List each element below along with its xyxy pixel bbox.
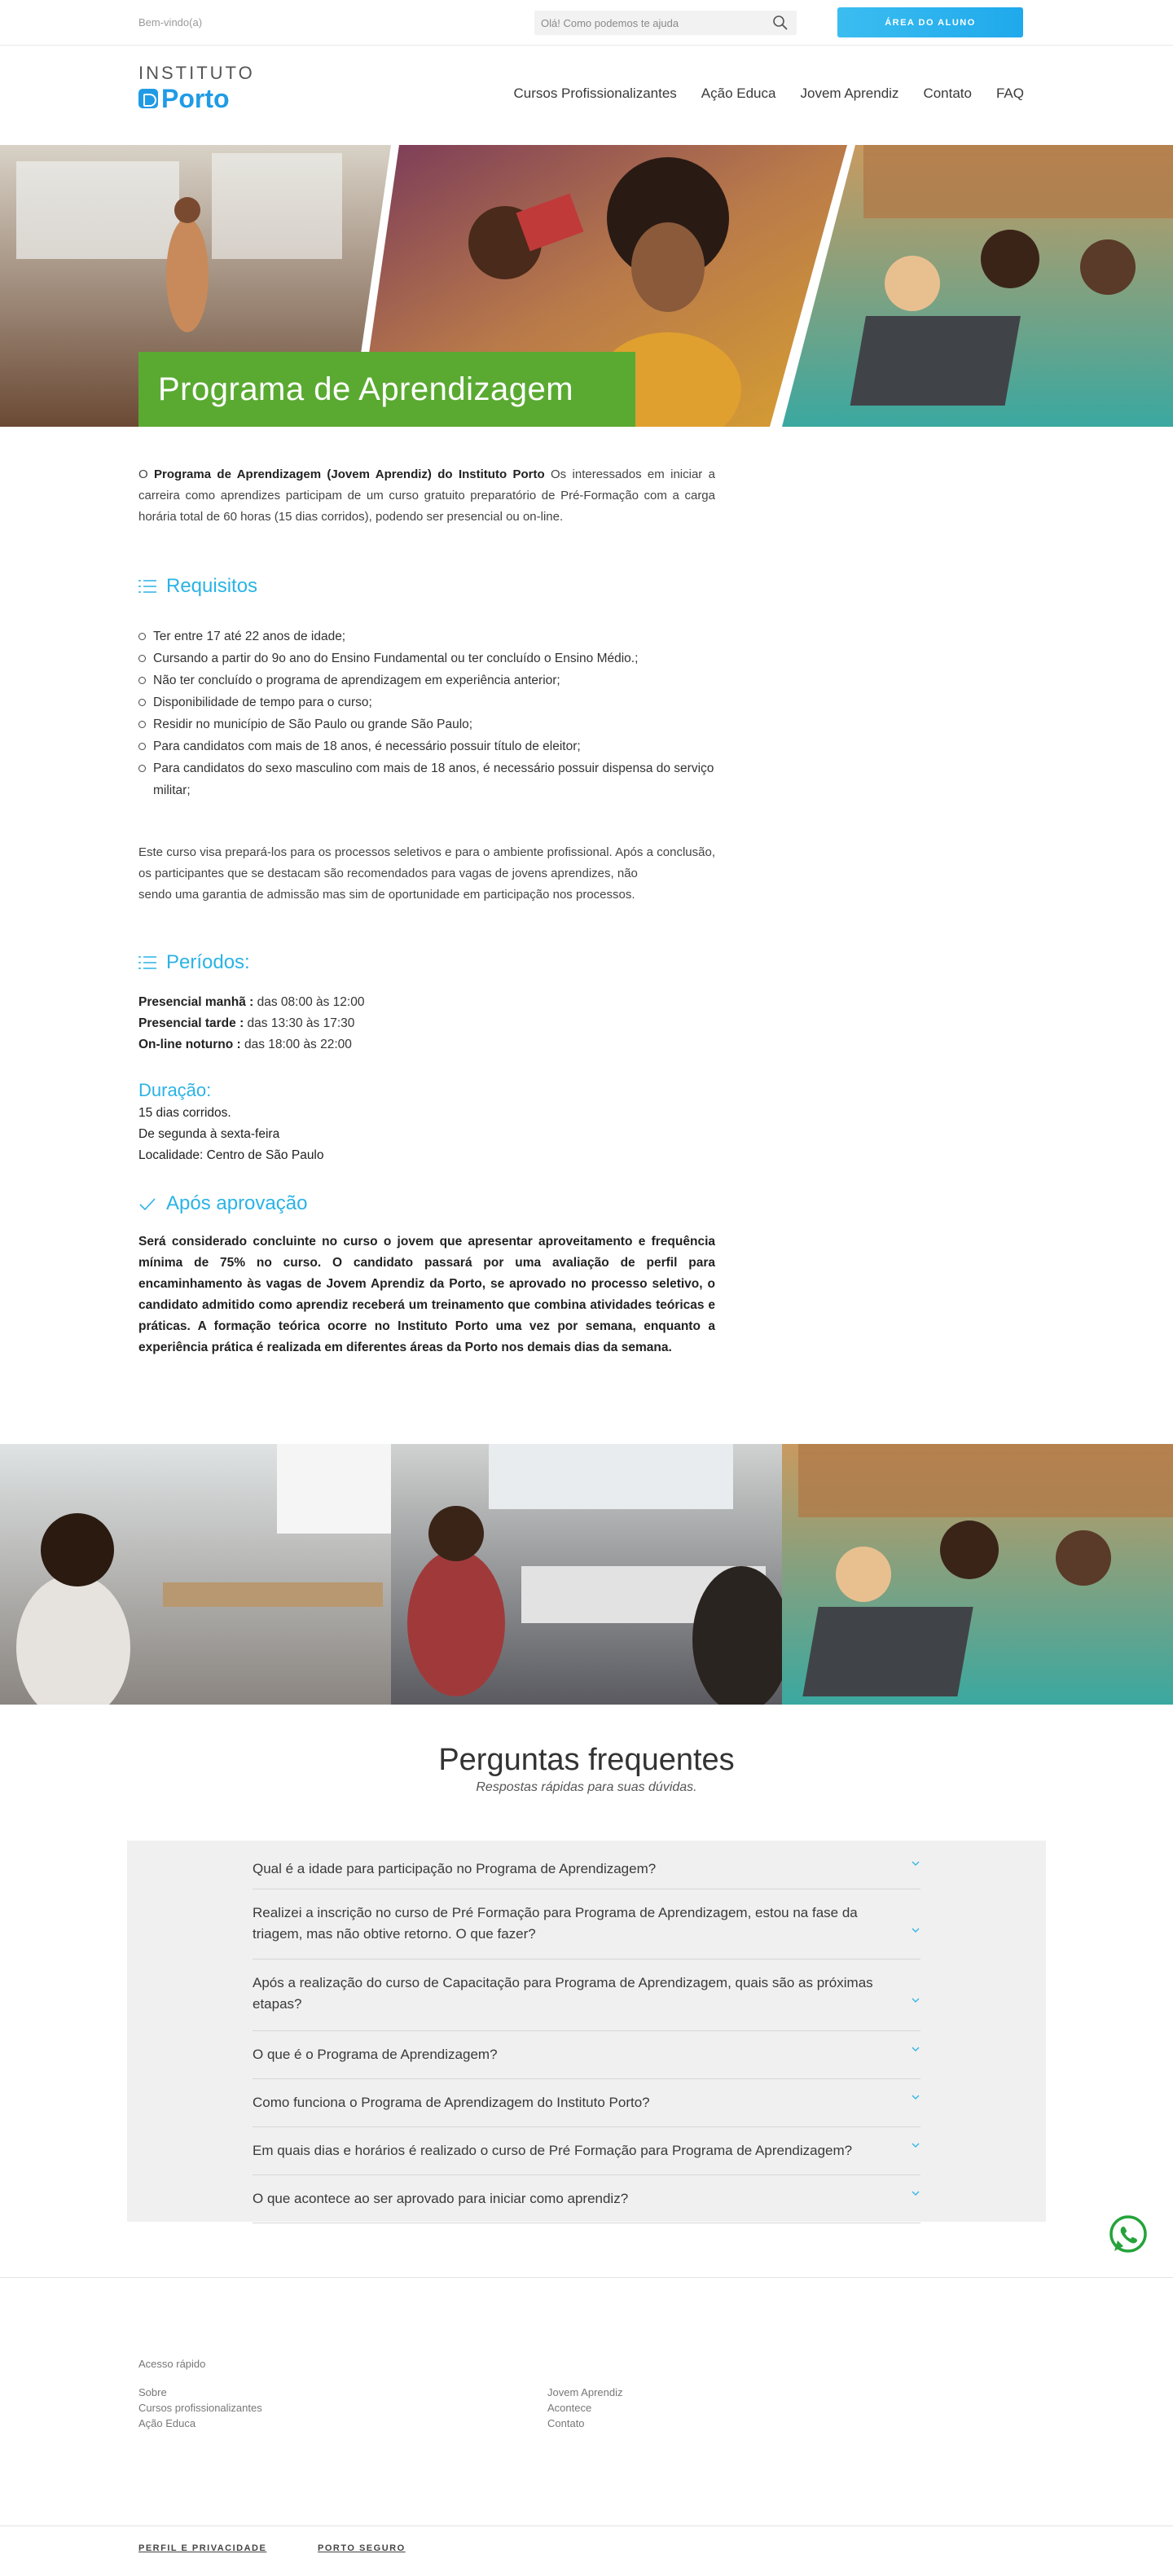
top-bar [0, 0, 1173, 46]
faq-title: Perguntas frequentes [438, 1743, 735, 1777]
chevron-down-icon[interactable] [911, 2092, 920, 2102]
whatsapp-icon[interactable] [1108, 2214, 1149, 2254]
periodos-title: Períodos: [166, 951, 250, 973]
list-item: Para candidatos com mais de 18 anos, é necessário possuir título de eleitor; [138, 735, 715, 757]
chevron-down-icon[interactable] [911, 1858, 920, 1868]
chevron-down-icon[interactable] [911, 1925, 920, 1935]
footer-link-contato[interactable]: Contato [547, 2417, 585, 2429]
logo-top-text: INSTITUTO [138, 63, 255, 83]
faq-subtitle: Respostas rápidas para suas dúvidas. [476, 1780, 697, 1794]
faq-item[interactable] [253, 1850, 920, 1889]
list-icon [138, 955, 156, 970]
footer-link-jovem-aprendiz[interactable]: Jovem Aprendiz [547, 2386, 623, 2398]
faq-item[interactable] [253, 1889, 920, 1959]
faq-item[interactable] [253, 2031, 920, 2079]
footer-divider [0, 2277, 1173, 2278]
footer-quick-access-label: Acesso rápido [138, 2358, 206, 2370]
nav-contato[interactable]: Contato [923, 86, 972, 101]
chevron-down-icon[interactable] [911, 2188, 920, 2198]
porto-seguro-link[interactable]: PORTO SEGURO [318, 2543, 406, 2553]
logo-word: Porto [161, 84, 230, 113]
welcome-text: Bem-vindo(a) [138, 16, 203, 29]
list-item: Para candidatos do sexo masculino com mais de 18 anos, é necessário possuir dispensa do serviço militar; [138, 757, 715, 801]
nav-cursos[interactable]: Cursos Profissionalizantes [513, 86, 677, 101]
faq-question[interactable]: Como funciona o Programa de Aprendizagem do Instituto Porto? [253, 2095, 650, 2110]
duracao-info: 15 dias corridos. De segunda à sexta-feira Localidade: Centro de São Paulo [138, 1106, 324, 1162]
periodos-heading [138, 951, 250, 974]
footer-links-col1 [138, 2385, 262, 2431]
student-area-button[interactable]: ÁREA DO ALUNO [837, 7, 1023, 37]
list-item: Cursando a partir do 9o ano do Ensino Fundamental ou ter concluído o Ensino Médio.; [138, 647, 715, 669]
list-item: Residir no município de São Paulo ou grande São Paulo; [138, 713, 715, 735]
hero-banner [0, 145, 1173, 427]
faq-question[interactable]: O que acontece ao ser aprovado para iniciar como aprendiz? [253, 2191, 629, 2206]
nav-acao-educa[interactable]: Ação Educa [701, 86, 776, 101]
nav-jovem-aprendiz[interactable]: Jovem Aprendiz [800, 86, 899, 101]
intro-paragraph: O Programa de Aprendizagem (Jovem Aprendiz) do Instituto Porto Os interessados em iniciar a carreira como aprendizes participam de um curso gratuito preparatório de Pré-Formação com a carga horária total de 60 horas (15 dias corridos), podendo ser presencial ou on-line. [138, 467, 716, 524]
faq-item[interactable] [253, 2175, 920, 2223]
apos-title: Após aprovação [166, 1192, 308, 1214]
faq-panel [127, 1841, 1046, 2222]
list-icon [138, 579, 156, 594]
requisitos-list [138, 625, 715, 801]
search-box[interactable] [534, 11, 797, 35]
faq-question[interactable]: Após a realização do curso de Capacitação para Programa de Aprendizagem, quais são as próximas etapas? [253, 1975, 873, 2012]
apos-heading [138, 1192, 307, 1215]
periodos-list: Presencial manhã : das 08:00 às 12:00 Presencial tarde : das 13:30 às 17:30 On-line noturno : das 18:00 às 22:00 [138, 995, 365, 1051]
list-item: Disponibilidade de tempo para o curso; [138, 691, 715, 713]
faq-item[interactable] [253, 2127, 920, 2175]
list-item: Não ter concluído o programa de aprendizagem em experiência anterior; [138, 669, 715, 691]
main-header [0, 46, 1173, 144]
duracao-title: Duração: [138, 1080, 212, 1100]
footer-link-acontece[interactable]: Acontece [547, 2402, 592, 2414]
faq-question[interactable]: Realizei a inscrição no curso de Pré Formação para Programa de Aprendizagem, estou na fase da triagem, mas não obtive retorno. O que fazer? [253, 1905, 858, 1942]
hero-title: Programa de Aprendizagem [138, 352, 635, 427]
intro-section [138, 464, 715, 528]
search-input[interactable] [541, 11, 761, 35]
footer-link-cursos[interactable]: Cursos profissionalizantes [138, 2402, 262, 2414]
faq-item[interactable] [253, 2079, 920, 2127]
requisitos-title: Requisitos [166, 575, 258, 597]
porto-logo-icon [138, 89, 158, 108]
footer-links-col2 [547, 2385, 623, 2431]
faq-question[interactable]: Qual é a idade para participação no Programa de Aprendizagem? [253, 1861, 657, 1876]
main-nav [513, 86, 1024, 102]
privacy-link[interactable]: PERFIL E PRIVACIDADE [138, 2543, 267, 2553]
nav-faq[interactable]: FAQ [995, 86, 1024, 101]
chevron-down-icon[interactable] [911, 1995, 920, 2005]
footer-link-acao-educa[interactable]: Ação Educa [138, 2417, 196, 2429]
course-description: Este curso visa prepará-los para os processos seletivos e para o ambiente profissional. Após a conclusão, os participantes que se destacam são recomendados para vagas de jovens aprendizes, não sendo uma garantia de admissão mas sim de oportunidade em participação nos processos. [138, 845, 715, 902]
faq-item[interactable] [253, 1959, 920, 2031]
photo-strip [0, 1444, 1173, 1705]
chevron-down-icon[interactable] [911, 2140, 920, 2150]
faq-question[interactable]: Em quais dias e horários é realizado o curso de Pré Formação para Programa de Aprendizagem? [253, 2143, 853, 2158]
check-icon [138, 1196, 156, 1211]
requisitos-heading [138, 575, 257, 598]
search-icon[interactable] [772, 15, 789, 31]
logo[interactable] [138, 63, 269, 112]
apos-text: Será considerado concluinte no curso o jovem que apresentar aproveitamento e frequência mínima de 75% no curso. O candidato passará por uma avaliação de perfil para encaminhamento às vagas de Jovem Aprendiz da Porto, se aprovado no processo seletivo, o candidato admitido como aprendiz receberá um treinamento que combina atividades teóricas e práticas. A formação teórica ocorre no Instituto Porto uma vez por semana, enquanto a experiência prática é realizada em diferentes áreas da Porto nos demais dias da semana. [138, 1235, 715, 1354]
intro-bold: Programa de Aprendizagem (Jovem Aprendiz) do Instituto Porto [154, 467, 545, 481]
list-item: Ter entre 17 até 22 anos de idade; [138, 625, 715, 647]
chevron-down-icon[interactable] [911, 2044, 920, 2054]
footer-link-sobre[interactable]: Sobre [138, 2386, 167, 2398]
faq-question[interactable]: O que é o Programa de Aprendizagem? [253, 2047, 498, 2062]
classroom-photos [0, 1444, 1173, 1705]
